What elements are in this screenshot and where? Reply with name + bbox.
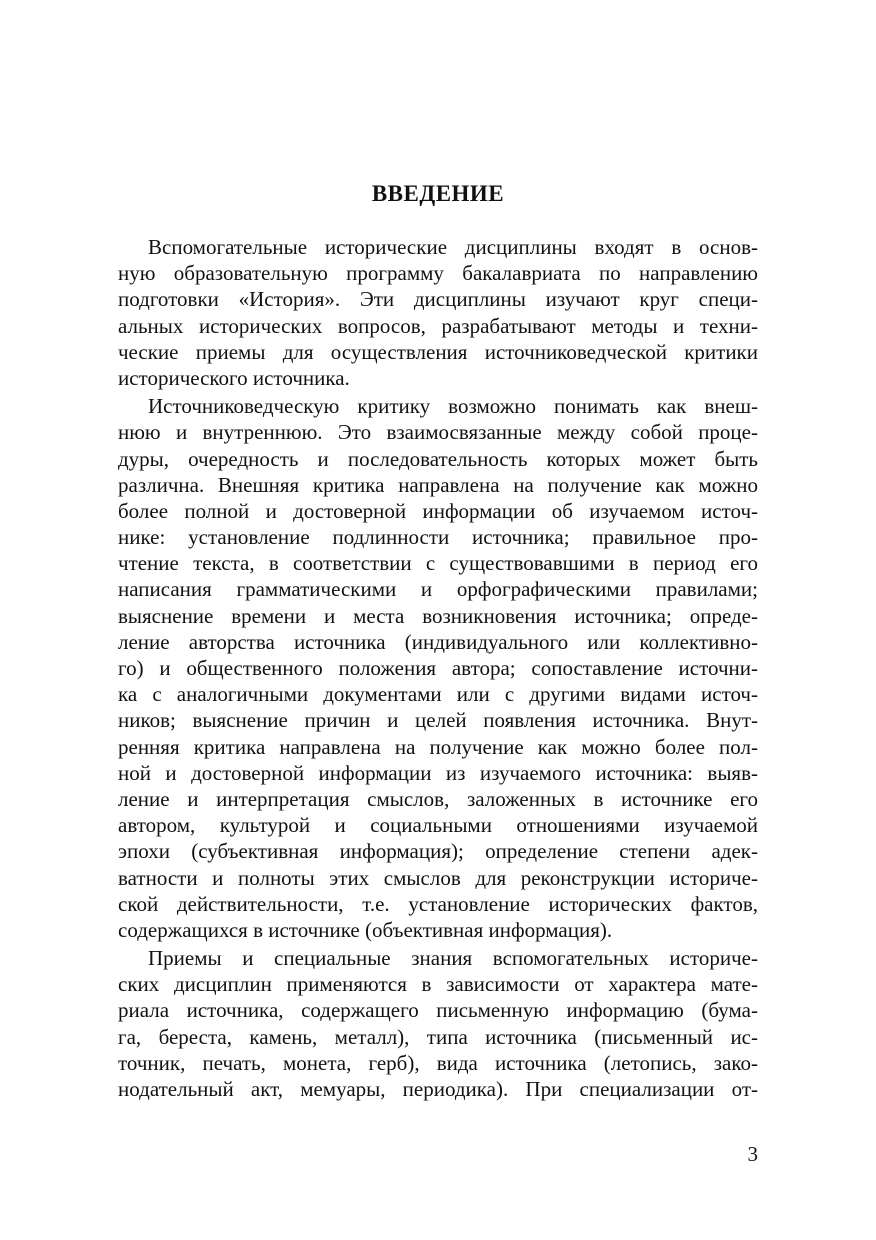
- text-line: точник, печать, монета, герб), вида источника (летопись, зако-: [118, 1050, 758, 1075]
- text-line: эпохи (субъективная информация); определение степени адек-: [118, 839, 758, 864]
- text-line: ление и интерпретация смыслов, заложенных в источнике его: [118, 786, 758, 811]
- text-line: написания грамматическими и орфографическими правилами;: [118, 577, 758, 602]
- text-line: дуры, очередность и последовательность которых может быть: [118, 446, 758, 471]
- text-line: автором, культурой и социальными отношениями изучаемой: [118, 813, 758, 838]
- text-line: нюю и внутреннюю. Это взаимосвязанные между собой проце-: [118, 420, 758, 445]
- text-line: содержащихся в источнике (объективная информация).: [118, 917, 613, 942]
- text-line: исторического источника.: [118, 365, 350, 390]
- body-text: [118, 234, 758, 1102]
- text-line: ной и достоверной информации из изучаемого источника: выяв-: [118, 760, 758, 785]
- text-line: Приемы и специальные знания вспомогательных историче-: [148, 946, 758, 971]
- text-line: подготовки «История». Эти дисциплины изучают круг специ-: [118, 287, 758, 312]
- text-line: альных исторических вопросов, разрабатывают методы и техни-: [118, 313, 758, 338]
- paragraph-3: [118, 945, 758, 1102]
- text-line: Вспомогательные исторические дисциплины входят в основ-: [148, 235, 758, 259]
- text-line: Источниковедческую критику возможно понимать как внеш-: [148, 394, 758, 419]
- text-line: выяснение времени и места возникновения источника; опреде-: [118, 603, 758, 628]
- text-line: нодательный акт, мемуары, периодика). При специализации от-: [118, 1077, 758, 1101]
- text-line: более полной и достоверной информации об изучаемом источ-: [118, 498, 758, 523]
- text-line: риала источника, содержащего письменную информацию (бума-: [118, 998, 758, 1023]
- text-line: ную образовательную программу бакалавриата по направлению: [118, 261, 758, 286]
- text-line: ческие приемы для осуществления источниковедческой критики: [118, 339, 758, 364]
- text-line: нике: установление подлинности источника; правильное про-: [118, 525, 758, 550]
- paragraph-1: [118, 234, 758, 391]
- paragraph-2: [118, 393, 758, 943]
- text-line: ников; выяснение причин и целей появления источника. Внут-: [118, 708, 758, 733]
- text-line: га, береста, камень, металл), типа источника (письменный ис-: [118, 1024, 758, 1049]
- text-line: ка с аналогичными документами или с другими видами источ-: [118, 682, 758, 707]
- text-line: ление авторства источника (индивидуального или коллективно-: [118, 629, 758, 654]
- text-line: ской действительности, т.е. установление исторических фактов,: [118, 891, 758, 916]
- text-line: ренняя критика направлена на получение как можно более пол-: [118, 734, 758, 759]
- text-line: ватности и полноты этих смыслов для реконструкции историче-: [118, 865, 758, 890]
- text-line: чтение текста, в соответствии с существовавшими в период его: [118, 551, 758, 576]
- text-line: ских дисциплин применяются в зависимости от характера мате-: [118, 972, 758, 997]
- page-number: 3: [747, 1142, 758, 1166]
- text-line: различна. Внешняя критика направлена на получение как можно: [118, 472, 758, 497]
- page-title: ВВЕДЕНИЕ: [371, 181, 505, 206]
- text-line: го) и общественного положения автора; сопоставление источни-: [118, 656, 758, 680]
